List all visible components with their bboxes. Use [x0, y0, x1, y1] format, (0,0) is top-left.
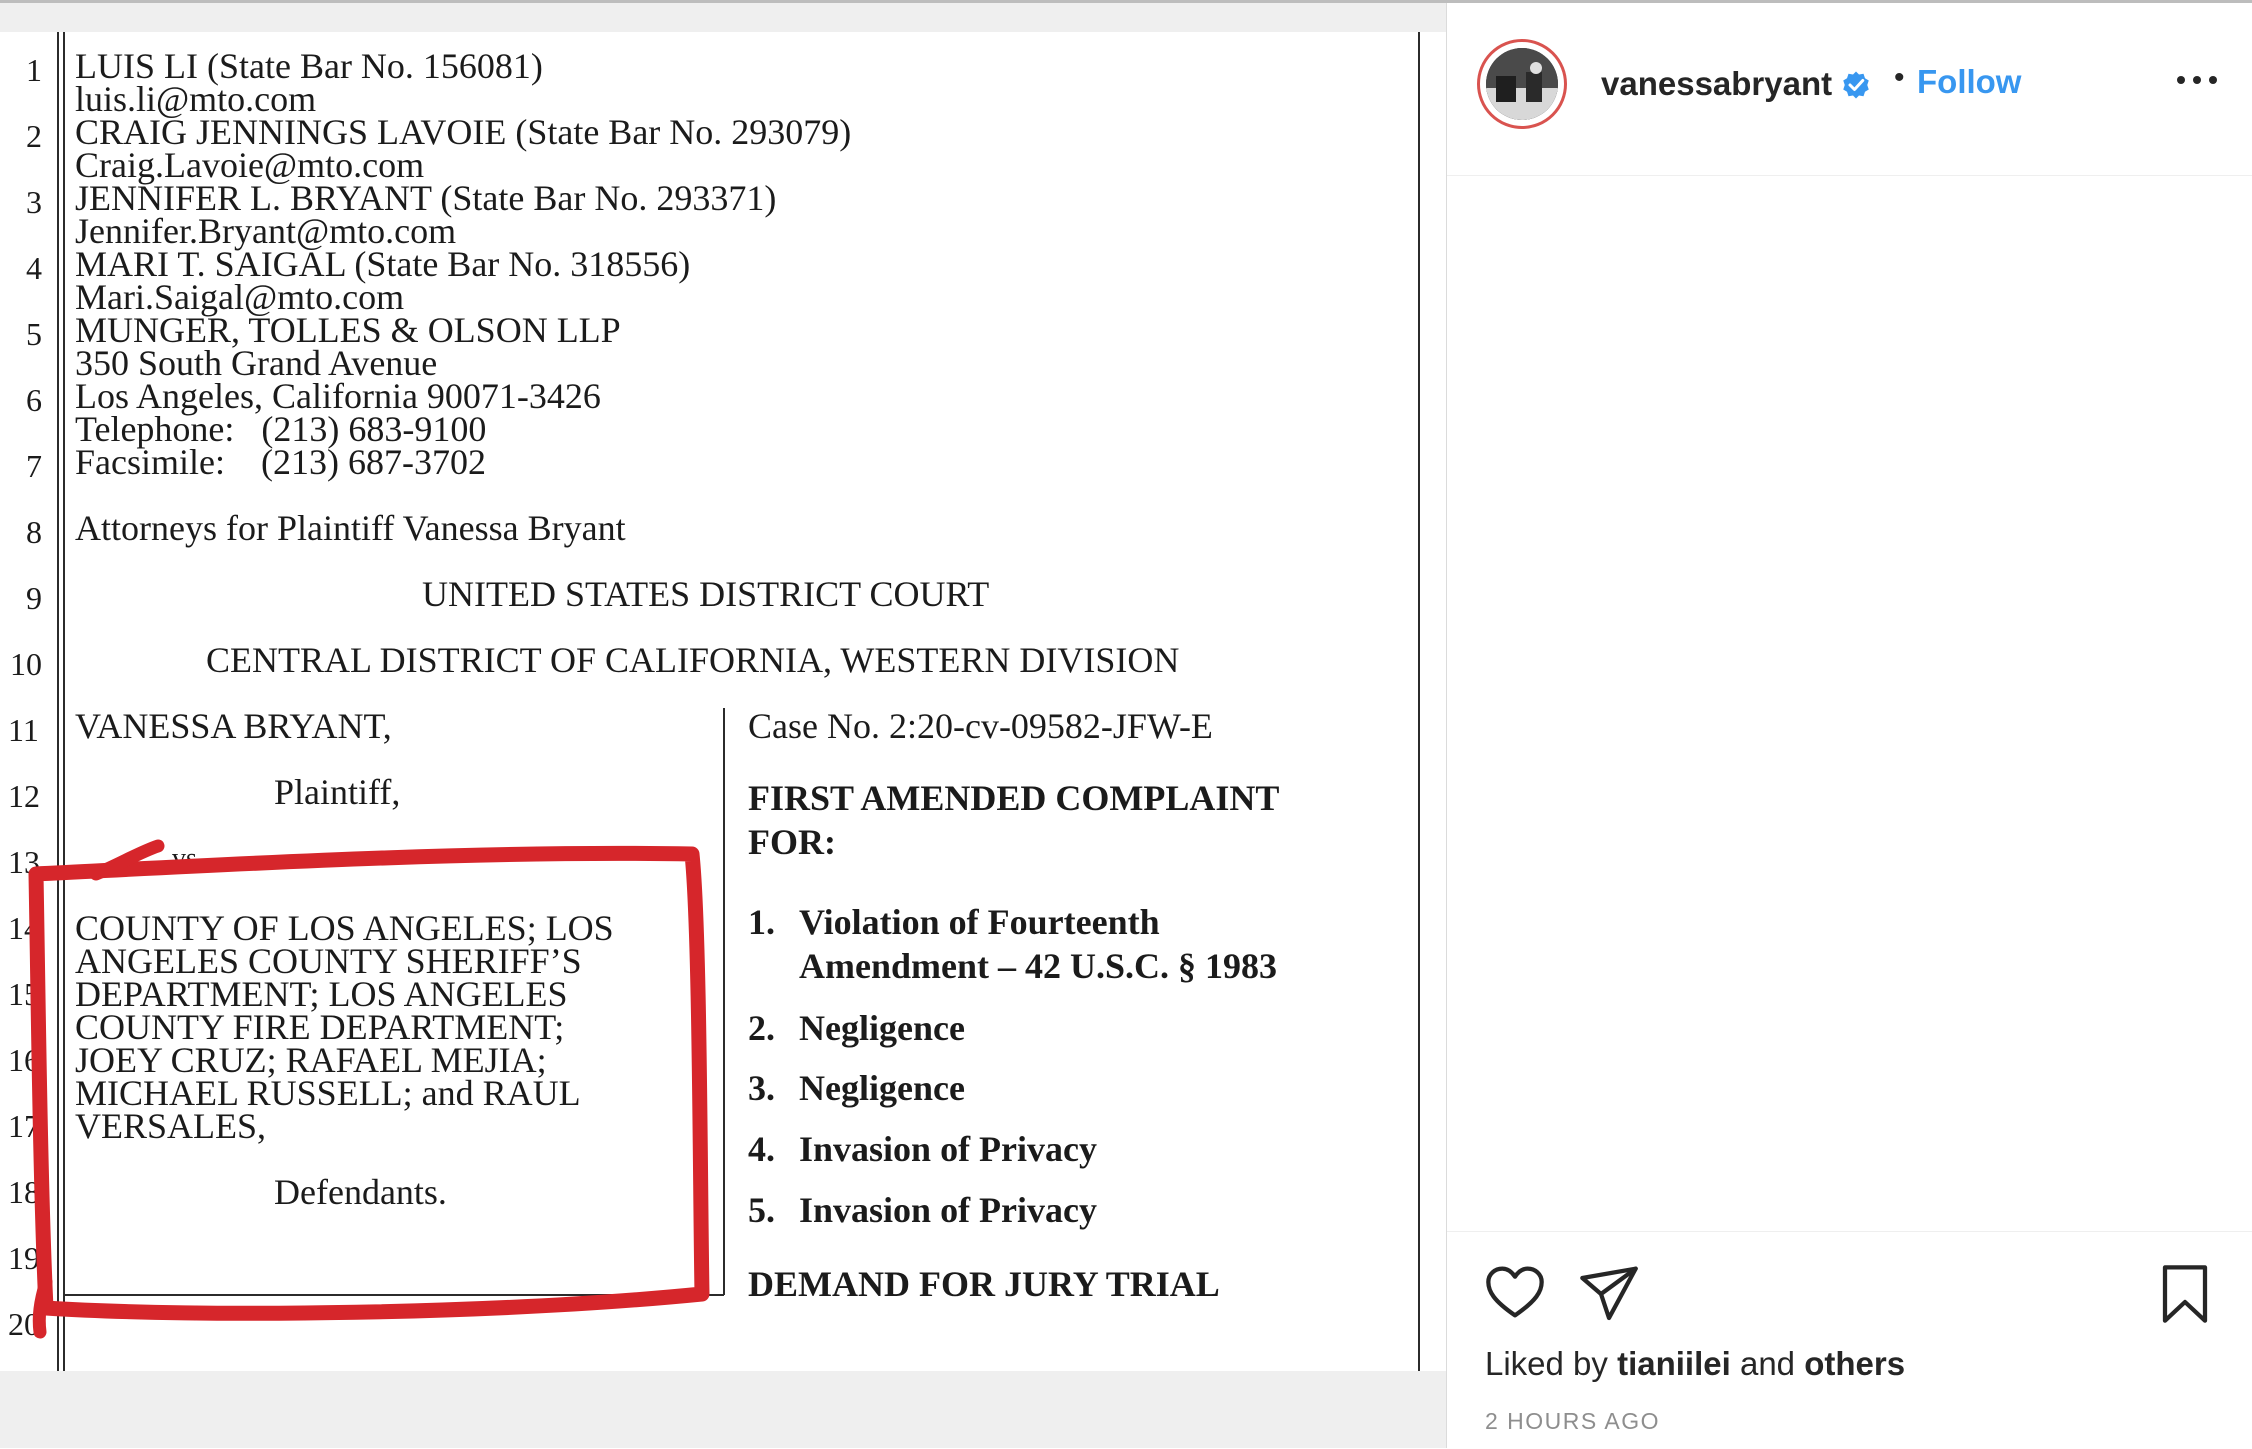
claim-text: Violation of Fourteenth [799, 902, 1160, 942]
claim-number: 5. [748, 1190, 775, 1230]
claim-number: 1. [748, 902, 775, 942]
post-image-area [0, 3, 1446, 1448]
line-number: 4 [26, 250, 42, 286]
post-header [1447, 3, 2252, 176]
save-bookmark-icon[interactable] [2153, 1262, 2217, 1326]
claim-text: Invasion of Privacy [799, 1129, 1098, 1169]
attorney-header-line: LUIS LI (State Bar No. 156081) [75, 46, 543, 86]
header-separator: • [1894, 61, 1905, 94]
attorney-header-line: JENNIFER L. BRYANT (State Bar No. 293371) [75, 178, 777, 218]
liked-by-prefix: Liked by [1485, 1345, 1608, 1382]
plaintiff-name: VANESSA BRYANT, [75, 706, 392, 746]
line-number: 19 [8, 1240, 40, 1276]
court-name: UNITED STATES DISTRICT COURT [422, 574, 990, 614]
defendant-line: MICHAEL RUSSELL; and RAUL [75, 1073, 581, 1113]
defendant-line: DEPARTMENT; LOS ANGELES [75, 974, 568, 1014]
line-number: 14 [8, 910, 40, 946]
post-timestamp[interactable]: 2 HOURS AGO [1485, 1408, 1660, 1434]
annotation-tail [39, 1282, 46, 1332]
annotation-stroke [36, 853, 702, 1313]
line-number: 8 [26, 514, 42, 550]
line-number: 2 [26, 118, 42, 154]
claim-text: Invasion of Privacy [799, 1190, 1098, 1230]
claim-number: 3. [748, 1068, 775, 1108]
liked-by-and: and [1739, 1345, 1796, 1382]
post-side-panel [1446, 3, 2252, 1448]
avatar-image [1486, 48, 1558, 120]
versus-label: vs. [172, 843, 204, 874]
line-number: 7 [26, 448, 42, 484]
defendant-line: JOEY CRUZ; RAFAEL MEJIA; [75, 1040, 547, 1080]
line-number: 10 [10, 646, 42, 682]
line-number: 12 [8, 778, 40, 814]
attorney-header-line: 350 South Grand Avenue [75, 343, 438, 383]
line-number: 3 [26, 184, 42, 220]
line-number: 15 [8, 976, 40, 1012]
defendant-line: VERSALES, [75, 1106, 267, 1146]
line-number: 1 [26, 52, 42, 88]
attorney-header-line: Craig.Lavoie@mto.com [75, 145, 425, 185]
line-number: 20 [8, 1306, 40, 1342]
plaintiff-label: Plaintiff, [274, 772, 401, 812]
defendant-line: COUNTY OF LOS ANGELES; LOS [75, 908, 614, 948]
legal-document-page [0, 32, 1420, 1371]
attorney-header-line: Telephone: (213) 683-9100 [75, 409, 487, 449]
verified-badge-icon [1841, 70, 1871, 100]
like-heart-icon[interactable] [1483, 1262, 1547, 1326]
avatar-photo-icon [1486, 48, 1558, 120]
line-number: 6 [26, 382, 42, 418]
defendant-line: ANGELES COUNTY SHERIFF’S [75, 941, 582, 981]
more-options-icon[interactable] [2175, 71, 2219, 91]
claim-number: 4. [748, 1129, 775, 1169]
claim-text: Amendment – 42 U.S.C. § 1983 [799, 946, 1278, 986]
line-number: 18 [8, 1174, 40, 1210]
attorney-header-line: MUNGER, TOLLES & OLSON LLP [75, 310, 621, 350]
claim-text: Negligence [799, 1008, 965, 1048]
avatar[interactable] [1477, 39, 1567, 129]
follow-button[interactable]: Follow [1917, 63, 2022, 100]
line-number: 5 [26, 316, 42, 352]
liked-by-others-link[interactable]: others [1804, 1345, 1906, 1382]
red-annotation-box [0, 32, 1420, 1371]
claim-number: 2. [748, 1008, 775, 1048]
attorneys-for-line: Attorneys for Plaintiff Vanessa Bryant [75, 508, 626, 548]
defendants-label: Defendants. [274, 1172, 447, 1212]
jury-demand: DEMAND FOR JURY TRIAL [748, 1264, 1220, 1304]
attorney-header-line: Los Angeles, California 90071-3426 [75, 376, 601, 416]
complaint-title-for: FOR: [748, 822, 836, 862]
case-number: Case No. 2:20-cv-09582-JFW-E [748, 706, 1213, 746]
liked-by-user-link[interactable]: tianiilei [1617, 1345, 1731, 1382]
line-number: 16 [8, 1042, 40, 1078]
post-actions-section [1447, 1231, 2252, 1449]
attorney-header-line: MARI T. SAIGAL (State Bar No. 318556) [75, 244, 691, 284]
attorney-header-line: Mari.Saigal@mto.com [75, 277, 405, 317]
share-icon[interactable] [1577, 1262, 1641, 1326]
line-number: 17 [8, 1108, 40, 1144]
post-username[interactable]: vanessabryant [1601, 65, 1833, 102]
attorney-header-line: Jennifer.Bryant@mto.com [75, 211, 457, 251]
liked-by-line [1485, 1345, 1905, 1383]
complaint-title: FIRST AMENDED COMPLAINT [748, 778, 1280, 818]
attorney-header-line: CRAIG JENNINGS LAVOIE (State Bar No. 293079) [75, 112, 852, 152]
court-district: CENTRAL DISTRICT OF CALIFORNIA, WESTERN DIVISION [206, 640, 1180, 680]
image-top-strip [0, 3, 1446, 32]
image-bottom-strip [0, 1371, 1446, 1448]
claim-text: Negligence [799, 1068, 965, 1108]
line-number: 13 [8, 844, 40, 880]
line-number: 9 [26, 580, 42, 616]
line-number: 11 [8, 712, 39, 748]
defendant-line: COUNTY FIRE DEPARTMENT; [75, 1007, 565, 1047]
attorney-header-line: luis.li@mto.com [75, 79, 317, 119]
attorney-header-line: Facsimile: (213) 687-3702 [75, 442, 486, 482]
